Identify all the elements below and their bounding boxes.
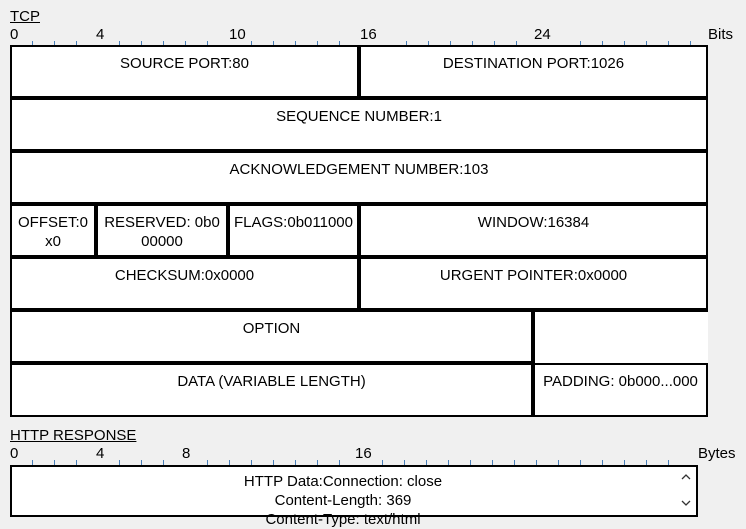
ruler-label: 0	[10, 26, 19, 43]
data-field[interactable]: DATA (VARIABLE LENGTH)	[12, 365, 531, 415]
ruler-unit: Bits	[708, 26, 734, 43]
option-field[interactable]: OPTION	[12, 312, 531, 361]
option-empty-cell	[535, 312, 708, 363]
urgent-pointer-field[interactable]: URGENT POINTER:0x0000	[361, 259, 706, 308]
source-port-field[interactable]: SOURCE PORT:80	[12, 47, 357, 96]
tcp-title: TCP	[10, 8, 40, 25]
http-data-box[interactable]	[10, 465, 698, 528]
scroll-down-icon[interactable]	[680, 497, 692, 509]
ruler-label: 0	[10, 445, 19, 462]
padding-field[interactable]: PADDING: 0b000...000	[535, 365, 706, 415]
destination-port-field[interactable]: DESTINATION PORT:1026	[361, 47, 706, 96]
flags-field[interactable]: FLAGS:0b011000	[230, 206, 357, 255]
reserved-field[interactable]: RESERVED: 0b000000	[98, 206, 226, 255]
sequence-number-field[interactable]: SEQUENCE NUMBER:1	[12, 100, 706, 149]
ruler-label: 8	[182, 445, 191, 462]
ruler-label: 10	[229, 26, 246, 43]
http-byte-ruler	[10, 445, 746, 467]
ruler-label: 24	[534, 26, 551, 43]
http-data-text: HTTP Data:Connection: close Content-Length: 369 Content-Type: text/html	[243, 473, 443, 528]
scroll-up-icon[interactable]	[680, 471, 692, 483]
ruler-label: 4	[96, 445, 105, 462]
window-field[interactable]: WINDOW:16384	[361, 206, 706, 255]
ruler-unit: Bytes	[698, 445, 736, 462]
ruler-label: 4	[96, 26, 105, 43]
offset-field[interactable]: OFFSET:0x0	[12, 206, 94, 255]
ruler-label: 16	[355, 445, 372, 462]
checksum-field[interactable]: CHECKSUM:0x0000	[12, 259, 357, 308]
acknowledgement-number-field[interactable]: ACKNOWLEDGEMENT NUMBER:103	[12, 153, 706, 202]
tcp-header-diagram	[10, 45, 708, 417]
http-title: HTTP RESPONSE	[10, 427, 137, 444]
http-scrollbar[interactable]	[676, 467, 696, 515]
ruler-label: 16	[360, 26, 377, 43]
